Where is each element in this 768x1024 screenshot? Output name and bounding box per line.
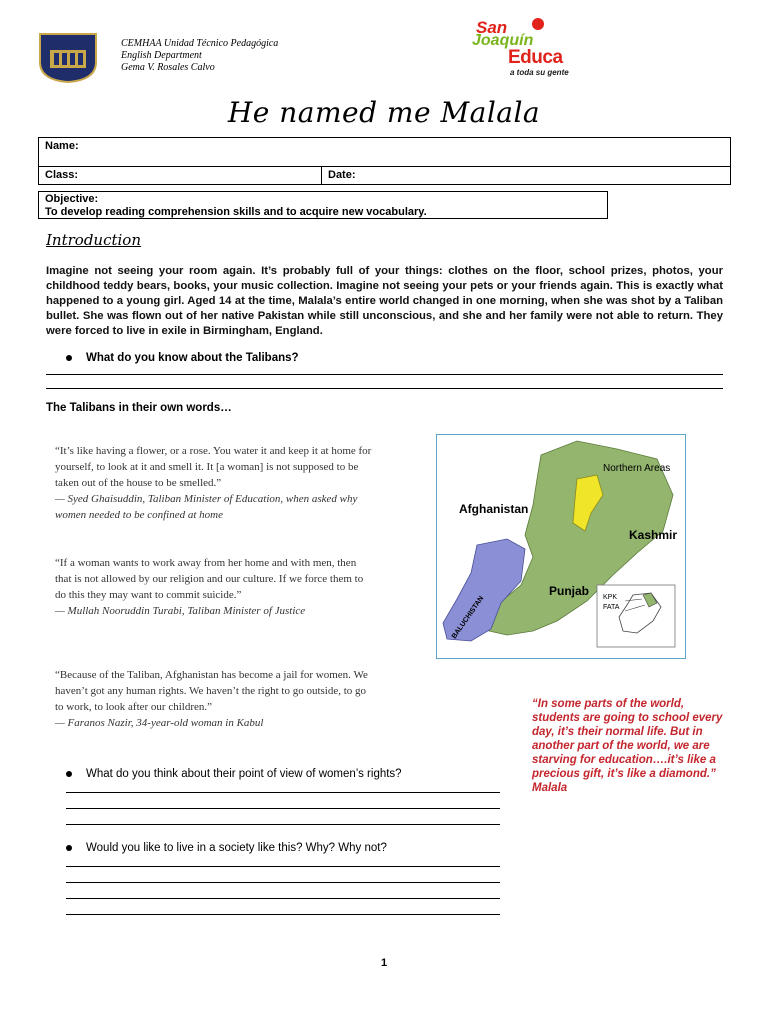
malala-quote-text: “In some parts of the world, students are going to school every day, it’s their normal life. But in another part of the world, we are starving for education….it’s like a precious gift, it’s like a diamond.” <box>532 698 723 780</box>
objective-label: Objective: <box>45 193 99 205</box>
answer-line-q2[interactable] <box>66 808 500 809</box>
san-joaquin-educa-logo <box>470 18 595 80</box>
class-label: Class: <box>45 169 79 181</box>
page-title: He named me Malala <box>227 96 541 129</box>
bullet-icon <box>66 355 72 361</box>
introduction-heading: Introduction <box>46 231 141 249</box>
pakistan-map-graphic <box>437 435 685 658</box>
logo-tagline: a toda su gente <box>510 68 569 77</box>
page-number: 1 <box>380 957 388 969</box>
student-info-form <box>38 137 731 185</box>
quote-2-text: “If a woman wants to work away from her home and with men, then that is not allowed by our religion and our culture. If we force them to do this they may want to commit suicide.” <box>55 557 364 601</box>
taliban-quote-3 <box>55 667 373 731</box>
map-label-northern-areas: Northern Areas <box>603 463 671 474</box>
objective-text: To develop reading comprehension skills and to acquire new vocabulary. <box>45 206 427 218</box>
question-1 <box>66 352 299 364</box>
answer-line-q3[interactable] <box>66 914 500 915</box>
logo-educa: Educa <box>508 47 563 68</box>
school-line-3: Gema V. Rosales Calvo <box>121 62 215 73</box>
map-label-kashmir: Kashmir <box>629 528 678 542</box>
school-line-1: CEMHAA Unidad Técnico Pedagógica <box>121 38 279 49</box>
map-label-afghanistan: Afghanistan <box>459 502 529 516</box>
date-label: Date: <box>328 169 356 181</box>
question-2 <box>66 768 402 780</box>
objective-box <box>38 191 608 219</box>
quote-3-text: “Because of the Taliban, Afghanistan has become a jail for women. We haven’t got any human rights. We haven’t the right to go outside, to go to work, to look after our children.” <box>55 669 368 713</box>
pakistan-map <box>436 434 686 659</box>
question-1-text: What do you know about the Talibans? <box>86 352 299 364</box>
answer-line-q1[interactable] <box>46 388 723 389</box>
name-field[interactable] <box>39 138 730 167</box>
ladybug-icon <box>532 18 544 30</box>
map-label-fata: FATA <box>603 604 620 611</box>
map-label-kpk: KPK <box>603 594 618 601</box>
school-line-2: English Department <box>121 50 202 61</box>
answer-line-q3[interactable] <box>66 898 500 899</box>
class-field[interactable] <box>39 167 322 185</box>
malala-quote <box>532 697 732 795</box>
answer-line-q1[interactable] <box>46 374 723 375</box>
talibans-heading: The Talibans in their own words… <box>46 402 232 414</box>
school-info <box>121 38 278 74</box>
logo-joaquin: Joaquín <box>472 32 534 49</box>
school-crest-logo <box>36 30 100 84</box>
quote-2-attribution: — Mullah Nooruddin Turabi, Taliban Minister of Justice <box>55 605 306 617</box>
logo-san: San <box>476 18 508 37</box>
answer-line-q2[interactable] <box>66 824 500 825</box>
quote-1-text: “It’s like having a flower, or a rose. You water it and keep it at home for yourself, to look at it and smell it. It [a woman] is not supposed to be taken out of the house to be smelled.” <box>55 445 372 489</box>
date-field[interactable] <box>322 167 730 185</box>
map-label-punjab: Punjab <box>549 584 590 598</box>
introduction-paragraph: Imagine not seeing your room again. It’s probably full of your things: clothes on the floor, school prizes, photos, your childhood teddy bears, books, your music collection. Imagine not seeing your pets or your friends again. This is exactly what happened to a young girl. Aged 14 at the time, Malala’s entire world changed in one morning, when she was shot by a Taliban bullet. She was flown out of her native Pakistan while still unconscious, and she and her family were not able to return. They were forced to live in exile in Birmingham, England. <box>46 265 723 337</box>
answer-line-q3[interactable] <box>66 882 500 883</box>
malala-quote-author: Malala <box>532 782 568 794</box>
quote-3-attribution: — Faranos Nazir, 34-year-old woman in Kabul <box>55 717 264 729</box>
taliban-quote-1 <box>55 443 373 523</box>
question-2-text: What do you think about their point of view of women’s rights? <box>86 768 402 780</box>
taliban-quote-2 <box>55 555 373 619</box>
answer-line-q2[interactable] <box>66 792 500 793</box>
question-3 <box>66 842 387 854</box>
quote-1-attribution: — Syed Ghaisuddin, Taliban Minister of Education, when asked why women needed to be confined at home <box>55 493 358 521</box>
answer-line-q3[interactable] <box>66 866 500 867</box>
name-label: Name: <box>45 140 79 152</box>
map-label-baluchistan: BALUCHISTAN <box>450 595 486 641</box>
question-3-text: Would you like to live in a society like this? Why? Why not? <box>86 842 387 854</box>
bullet-icon <box>66 771 72 777</box>
bullet-icon <box>66 845 72 851</box>
